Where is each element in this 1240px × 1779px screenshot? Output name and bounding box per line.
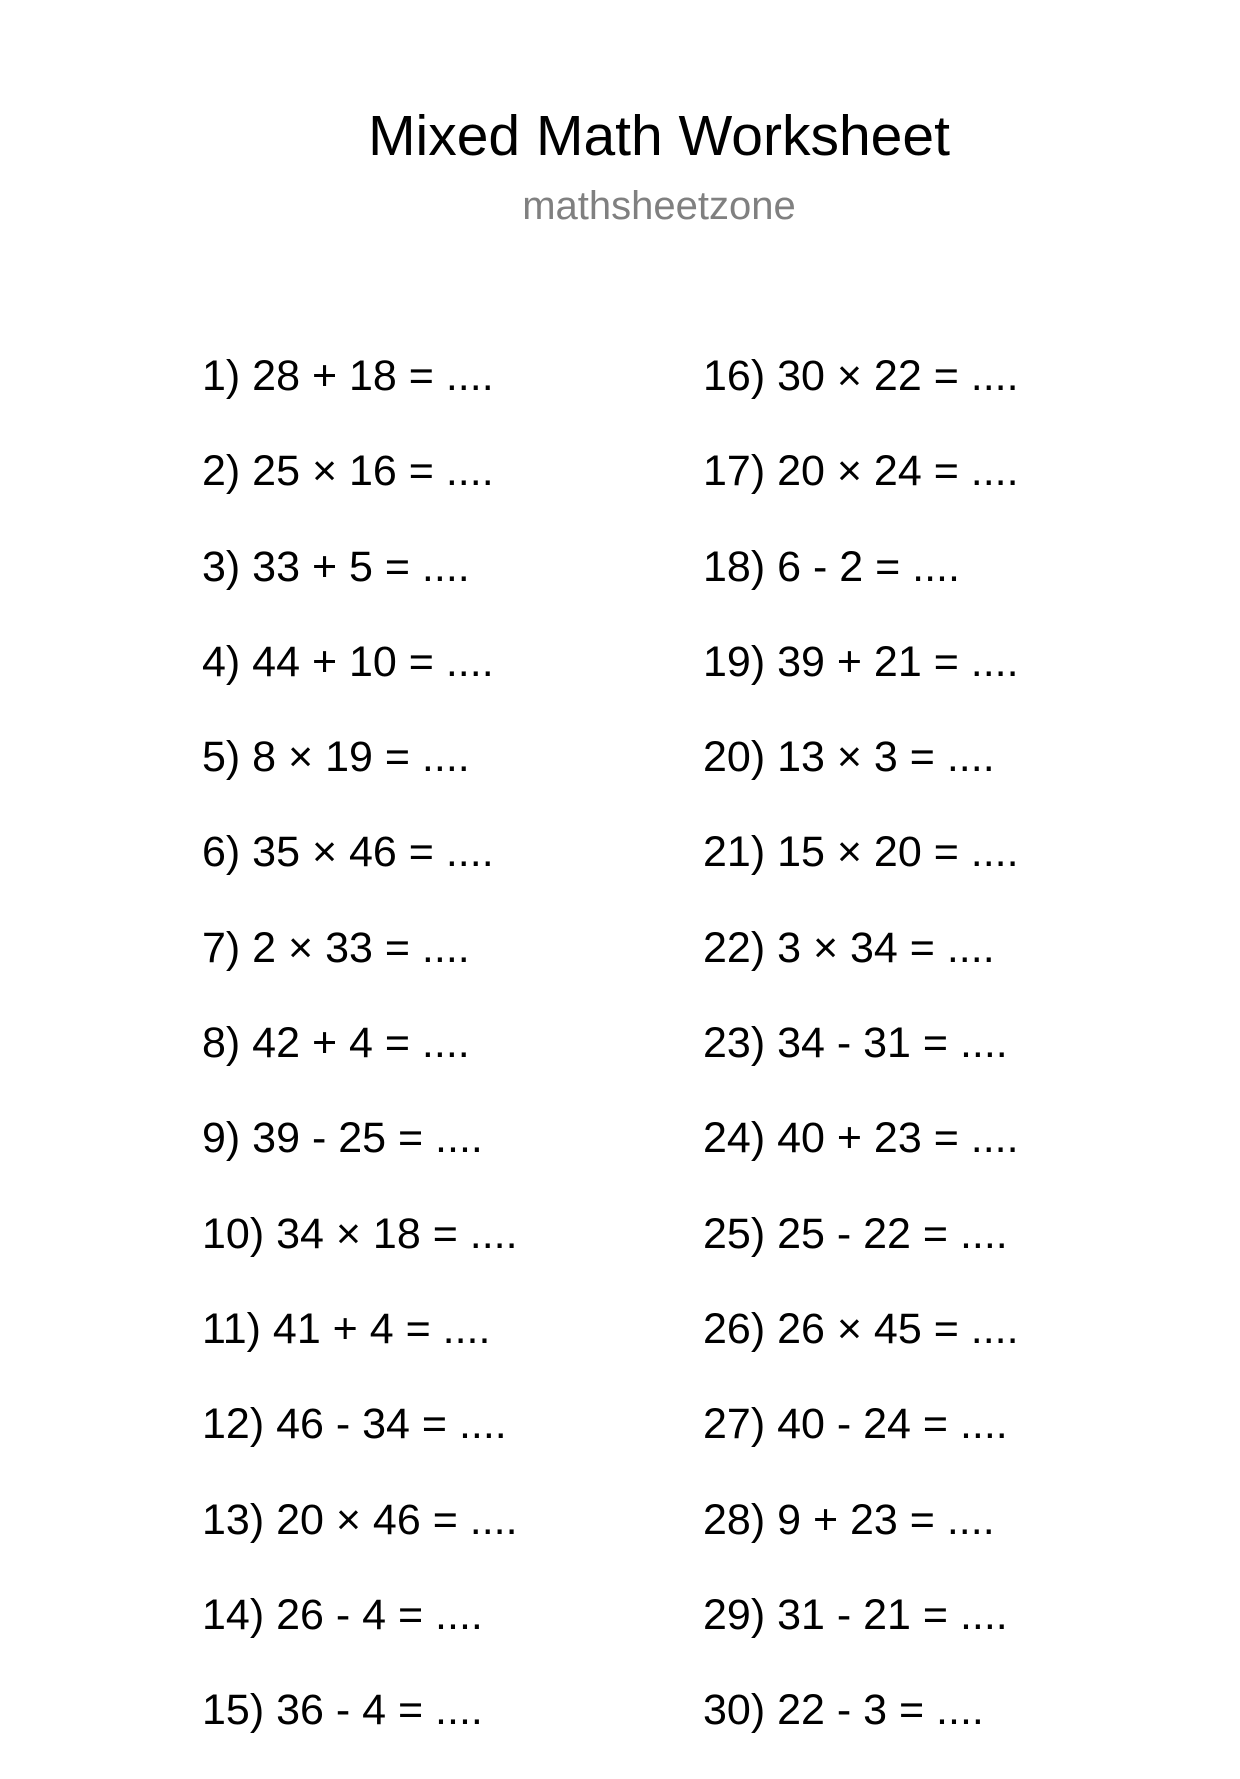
problem-9: 9) 39 - 25 = .... — [202, 1114, 483, 1163]
problem-20: 20) 13 × 3 = .... — [703, 733, 995, 782]
worksheet-title: Mixed Math Worksheet — [368, 104, 950, 168]
problem-18: 18) 6 - 2 = .... — [703, 542, 960, 591]
problem-13: 13) 20 × 46 = .... — [202, 1495, 518, 1544]
problem-14: 14) 26 - 4 = .... — [202, 1590, 483, 1639]
problem-1: 1) 28 + 18 = .... — [202, 352, 494, 400]
problem-30: 30) 22 - 3 = .... — [703, 1686, 984, 1735]
problem-3: 3) 33 + 5 = .... — [202, 542, 470, 591]
problem-16: 16) 30 × 22 = .... — [703, 352, 1019, 400]
problem-28: 28) 9 + 23 = .... — [703, 1495, 995, 1544]
problem-11: 11) 41 + 4 = .... — [202, 1304, 491, 1353]
problem-7: 7) 2 × 33 = .... — [202, 923, 470, 972]
problem-12: 12) 46 - 34 = .... — [202, 1400, 507, 1449]
problem-27: 27) 40 - 24 = .... — [703, 1400, 1008, 1449]
problem-29: 29) 31 - 21 = .... — [703, 1590, 1008, 1639]
problem-5: 5) 8 × 19 = .... — [202, 733, 470, 782]
problem-4: 4) 44 + 10 = .... — [202, 637, 494, 686]
problem-17: 17) 20 × 24 = .... — [703, 447, 1019, 496]
problem-2: 2) 25 × 16 = .... — [202, 447, 494, 496]
problem-column-right — [703, 350, 1019, 1779]
problem-15: 15) 36 - 4 = .... — [202, 1686, 483, 1735]
problem-25: 25) 25 - 22 = .... — [703, 1209, 1008, 1258]
problem-column-left — [202, 350, 518, 1779]
problem-19: 19) 39 + 21 = .... — [703, 637, 1019, 686]
problem-21: 21) 15 × 20 = .... — [703, 828, 1019, 877]
problem-26: 26) 26 × 45 = .... — [703, 1304, 1019, 1353]
problem-10: 10) 34 × 18 = .... — [202, 1209, 518, 1258]
worksheet-source: mathsheetzone — [522, 184, 796, 228]
problem-24: 24) 40 + 23 = .... — [703, 1114, 1019, 1163]
problem-8: 8) 42 + 4 = .... — [202, 1019, 470, 1068]
problem-23: 23) 34 - 31 = .... — [703, 1019, 1008, 1068]
problem-22: 22) 3 × 34 = .... — [703, 923, 995, 972]
problem-6: 6) 35 × 46 = .... — [202, 828, 494, 877]
